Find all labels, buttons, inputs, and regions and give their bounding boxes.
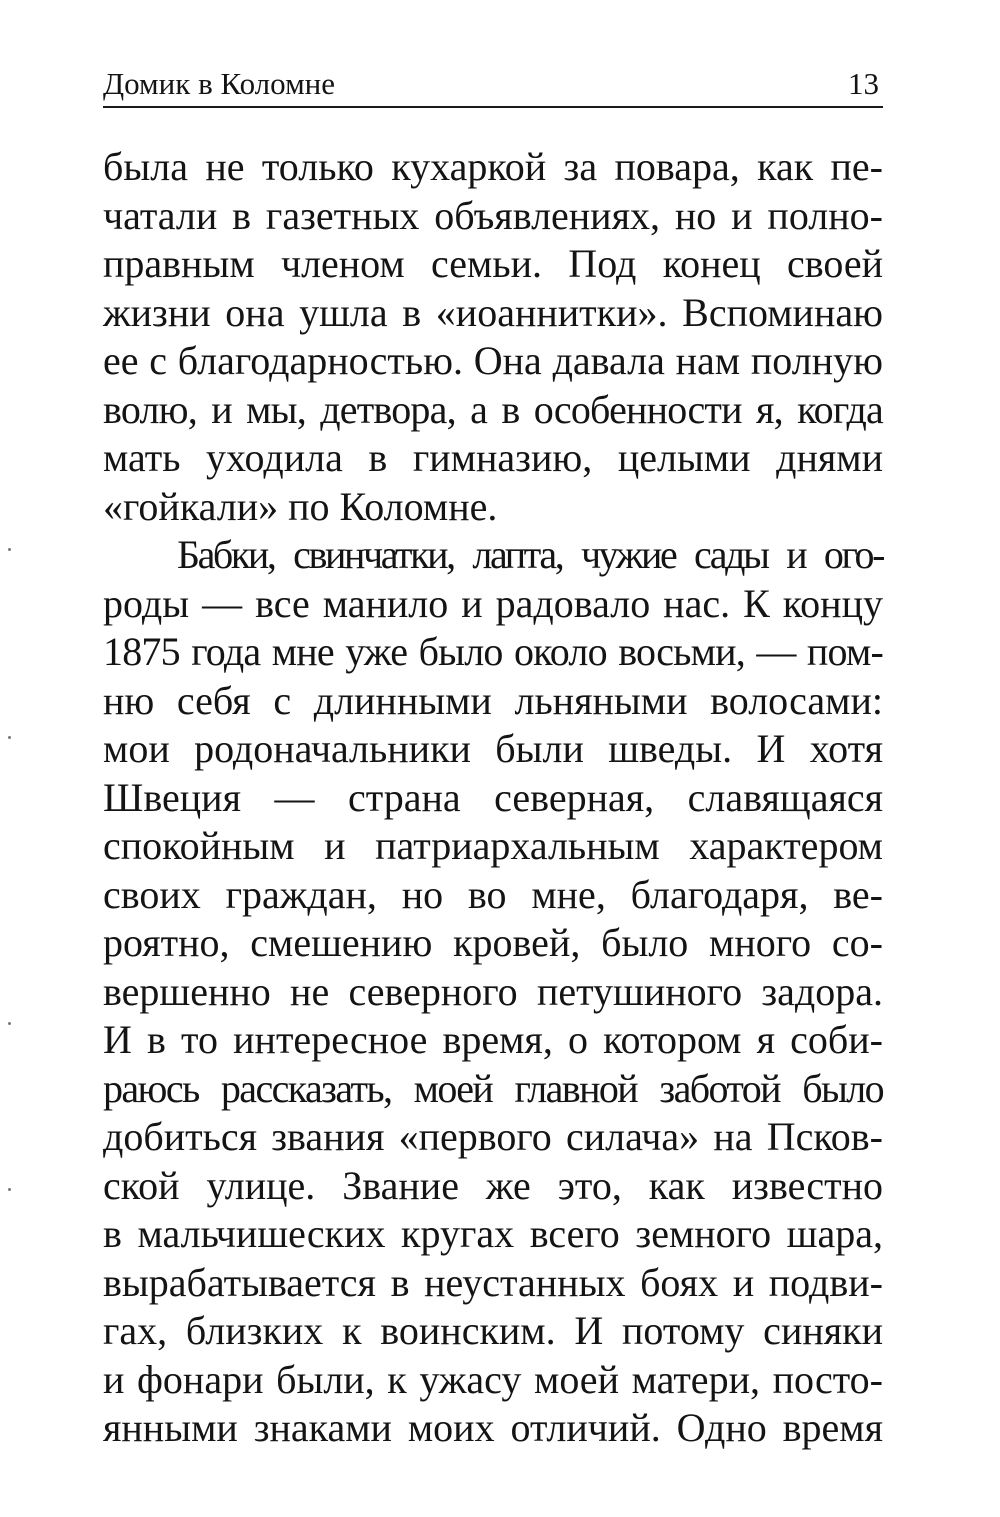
text-line: мои родоначальники были шведы. И хотя	[103, 726, 883, 771]
text-line: добиться звания «первого силача» на Псков-	[103, 1114, 883, 1159]
text-line: Швеция — страна северная, славящаяся	[103, 774, 883, 820]
body-text	[103, 143, 883, 1453]
margin-dot-mark	[8, 1188, 11, 1191]
running-head	[103, 62, 883, 108]
text-line: правным членом семьи. Под конец своей	[103, 241, 883, 286]
text-line: роды — все манило и радовало нас. К концу	[103, 580, 883, 626]
text-line: мать уходила в гимназию, целыми днями	[103, 435, 883, 480]
text-line: и фонари были, к ужасу моей матери, посто-	[103, 1356, 883, 1402]
margin-dot-mark	[8, 1022, 11, 1025]
text-line: «гойкали» по Коломне.	[103, 483, 498, 529]
text-line: вырабатывается в неустанных боях и подви-	[103, 1259, 883, 1305]
text-line: в мальчишеских кругах всего земного шара,	[103, 1211, 883, 1256]
text-line: была не только кухаркой за повара, как пе-	[103, 144, 883, 189]
paragraph-2	[103, 531, 883, 1453]
text-line: янными знаками моих отличий. Одно время	[103, 1405, 883, 1450]
text-line: гах, близких к воинским. И потому синяки	[103, 1308, 883, 1353]
text-line: Бабки, свинчатки, лапта, чужие сады и ого-	[177, 532, 883, 577]
text-line: жизни она ушла в «иоаннитки». Вспоминаю	[103, 289, 883, 335]
text-line: И в то интересное время, о котором я соби-	[103, 1017, 883, 1062]
paragraph-1	[103, 143, 883, 531]
text-line: роятно, смешению кровей, было много со-	[103, 920, 883, 965]
text-line: раюсь рассказать, моей главной заботой было	[103, 1065, 883, 1111]
page-number: 13	[848, 66, 879, 101]
text-line: ской улице. Звание же это, как известно	[103, 1162, 883, 1208]
text-line: вершенно не северного петушиного задора.	[103, 968, 883, 1014]
running-title: Домик в Коломне	[103, 66, 336, 101]
text-line: 1875 года мне уже было около восьми, — пом-	[103, 629, 883, 674]
text-line: волю, и мы, детвора, а в особенности я, когда	[103, 386, 883, 432]
text-line: чатали в газетных объявлениях, но и полно-	[103, 192, 883, 238]
text-line: ню себя с длинными льняными волосами:	[103, 677, 883, 723]
text-line: ее с благодарностью. Она давала нам полную	[103, 338, 883, 383]
text-line: своих граждан, но во мне, благодаря, ве-	[103, 871, 883, 917]
margin-dot-mark	[8, 548, 11, 551]
margin-dot-mark	[8, 736, 11, 739]
text-line: спокойным и патриархальным характером	[103, 823, 883, 868]
